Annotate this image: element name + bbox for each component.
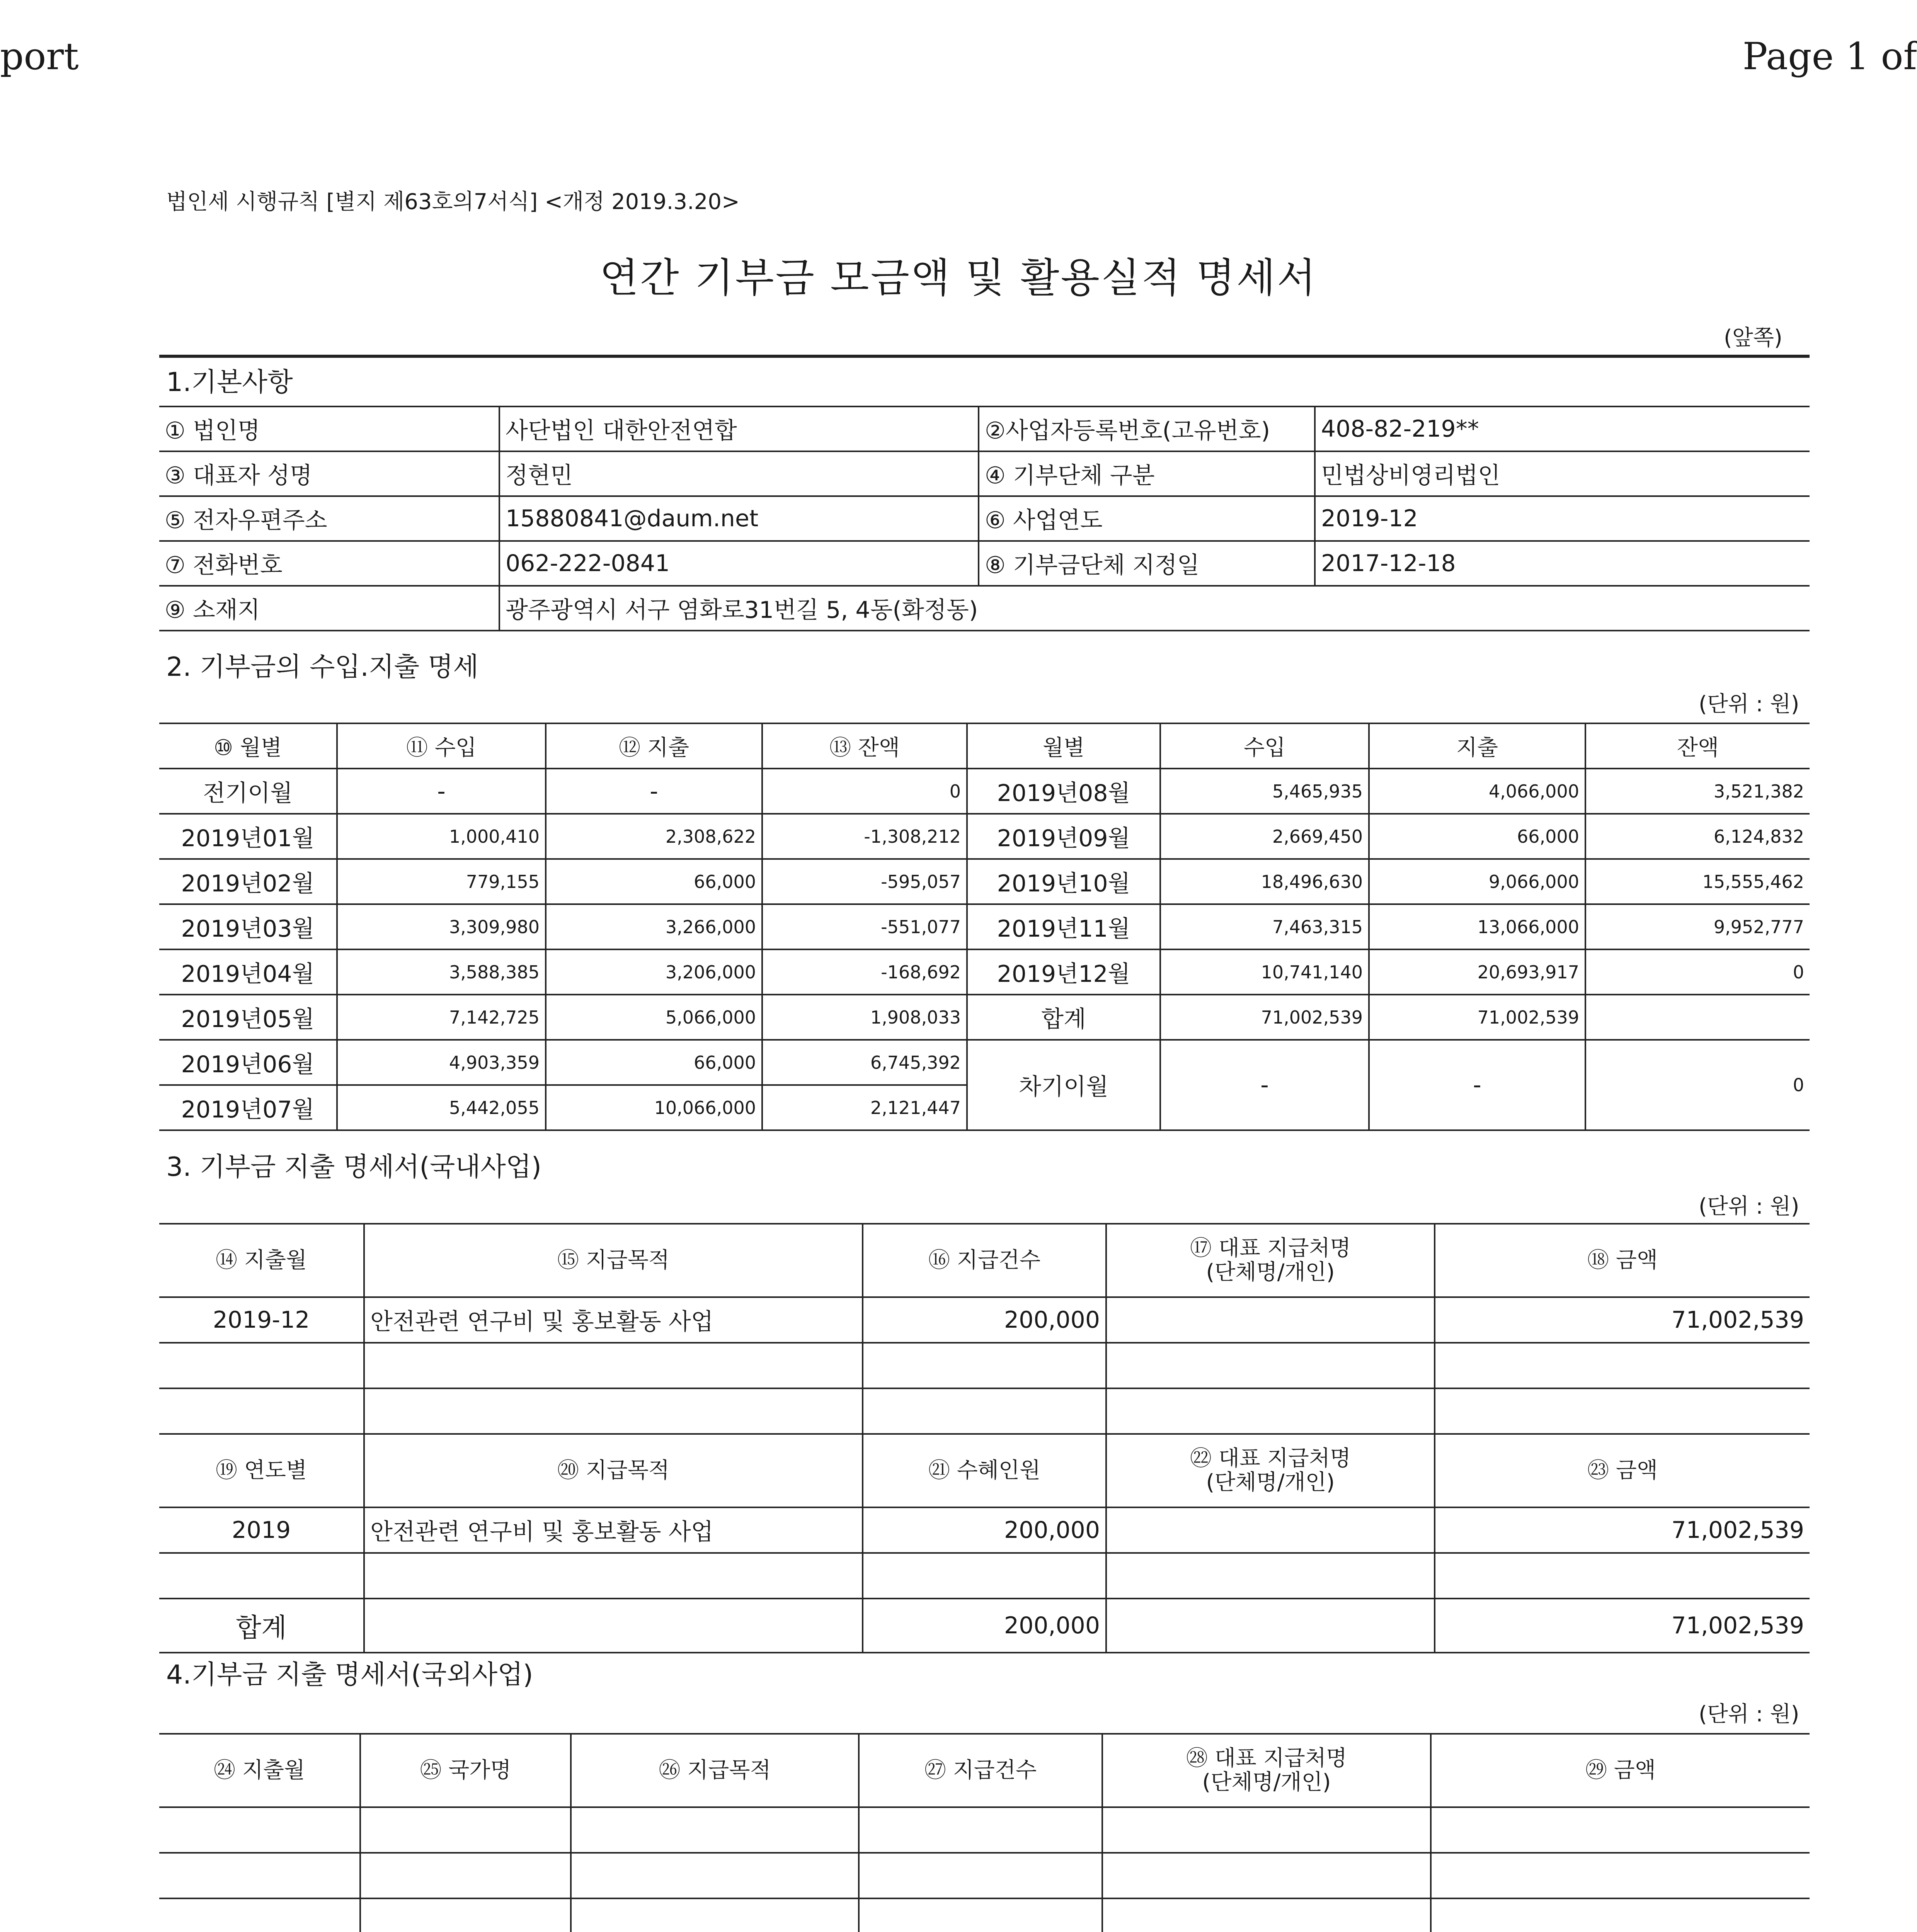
table-row: 2019년03월 3,309,980 3,266,000 -551,077 2019년11월 7,463,315 13,066,000 9,952,777 (159, 904, 1810, 949)
form-title: 연간 기부금 모금액 및 활용실적 명세서 (599, 254, 1318, 301)
table-row: 2019년06월 4,903,359 66,000 6,745,392 차기이월 - - 0 (159, 1040, 1810, 1085)
header-month: ⑩ 월별 (159, 723, 337, 769)
table-row: 2019년01월 1,000,410 2,308,622 -1,308,212 2019년09월 2,669,450 66,000 6,124,832 (159, 814, 1810, 859)
table-row: 2019-12 안전관련 연구비 및 홍보활동 사업 200,000 71,002,539 (159, 1297, 1810, 1343)
table-row: 전기이월 - - 0 2019년08월 5,465,935 4,066,000 3,521,382 (159, 769, 1810, 814)
domestic-expense-table: ⑭ 지출월 ⑮ 지급목적 ⑯ 지급건수 ⑰ 대표 지급처명 (단체명/개인) ⑱ 금액 2019-12 안전관련 연구비 및 홍보활동 사업 200,000 71,002,539 ⑲ 연도별 ⑳ 지급목적 ㉑ 수혜인원 ㉒ 대표 지급처명 (단체명/개인) ㉓ 금액 2019 안전관련 연구비 및 홍보활동 사업 200,000 71,002,539 합계 200,000 71,002,539 (159, 1223, 1810, 1653)
table-row: 2019년05월 7,142,725 5,066,000 1,908,033 합계 71,002,539 71,002,539 (159, 995, 1810, 1040)
income-total-label: 합계 (967, 995, 1160, 1040)
page-side: (앞쪽) (1724, 325, 1783, 350)
section-income-title: 2. 기부금의 수입.지출 명세 (166, 652, 479, 682)
address: 광주광역시 서구 염화로31번길 5, 4동(화정동) (499, 586, 1810, 631)
phone: 062-222-0841 (499, 541, 979, 586)
table-row: 2019 안전관련 연구비 및 홍보활동 사업 200,000 71,002,539 (159, 1507, 1810, 1553)
header-balance-2: 잔액 (1585, 723, 1810, 769)
representative-label: ③ 대표자 성명 (159, 451, 499, 496)
designation-date-label: ⑧ 기부금단체 지정일 (979, 541, 1315, 586)
total-row: 합계 200,000 71,002,539 (159, 1599, 1810, 1653)
header-expense-2: 지출 (1369, 723, 1585, 769)
table-row: 2019년07월 5,442,055 10,066,000 2,121,447 (159, 1085, 1810, 1130)
carry-forward-label: 차기이월 (967, 1040, 1160, 1130)
header-income: ⑪ 수입 (337, 723, 546, 769)
corp-name-label: ① 법인명 (159, 406, 499, 451)
unit-label: (단위 : 원) (1699, 1702, 1800, 1727)
email-label: ⑤ 전자우편주소 (159, 496, 499, 541)
reg-no-label: ②사업자등록번호(고유번호) (979, 406, 1315, 451)
business-year: 2019-12 (1315, 496, 1810, 541)
header-month-2: 월별 (967, 723, 1160, 769)
header-balance: ⑬ 잔액 (762, 723, 967, 769)
representative: 정현민 (499, 451, 979, 496)
reg-no: 408-82-219** (1315, 406, 1810, 451)
phone-label: ⑦ 전화번호 (159, 541, 499, 586)
section-basic-title: 1.기본사항 (166, 367, 293, 398)
designation-date: 2017-12-18 (1315, 541, 1810, 586)
regulation-reference: 법인세 시행규칙 [별지 제63호의7서식] <개정 2019.3.20> (166, 189, 740, 214)
income-expense-table (159, 723, 1810, 1131)
overseas-expense-table: ㉔ 지출월 ㉕ 국가명 ㉖ 지급목적 ㉗ 지급건수 ㉘ 대표 지급처명 (단체명/개인) ㉙ 금액 (159, 1733, 1810, 1932)
org-type-label: ④ 기부단체 구분 (979, 451, 1315, 496)
business-year-label: ⑥ 사업연도 (979, 496, 1315, 541)
org-type: 민법상비영리법인 (1315, 451, 1810, 496)
corp-name: 사단법인 대한안전연합 (499, 406, 979, 451)
browser-title-fragment: port (0, 35, 79, 78)
address-label: ⑨ 소재지 (159, 586, 499, 631)
section-domestic-title: 3. 기부금 지출 명세서(국내사업) (166, 1152, 542, 1182)
basic-info-table (159, 406, 1810, 631)
table-row: 2019년02월 779,155 66,000 -595,057 2019년10월 18,496,630 9,066,000 15,555,462 (159, 859, 1810, 904)
unit-label: (단위 : 원) (1699, 1194, 1800, 1219)
table-row: 2019년04월 3,588,385 3,206,000 -168,692 2019년12월 10,741,140 20,693,917 0 (159, 949, 1810, 995)
unit-label: (단위 : 원) (1699, 692, 1800, 717)
header-income-2: 수입 (1160, 723, 1369, 769)
header-expense: ⑫ 지출 (546, 723, 762, 769)
page-number: Page 1 of (1742, 35, 1917, 78)
section-overseas-title: 4.기부금 지출 명세서(국외사업) (166, 1660, 533, 1690)
email: 15880841@daum.net (499, 496, 979, 541)
